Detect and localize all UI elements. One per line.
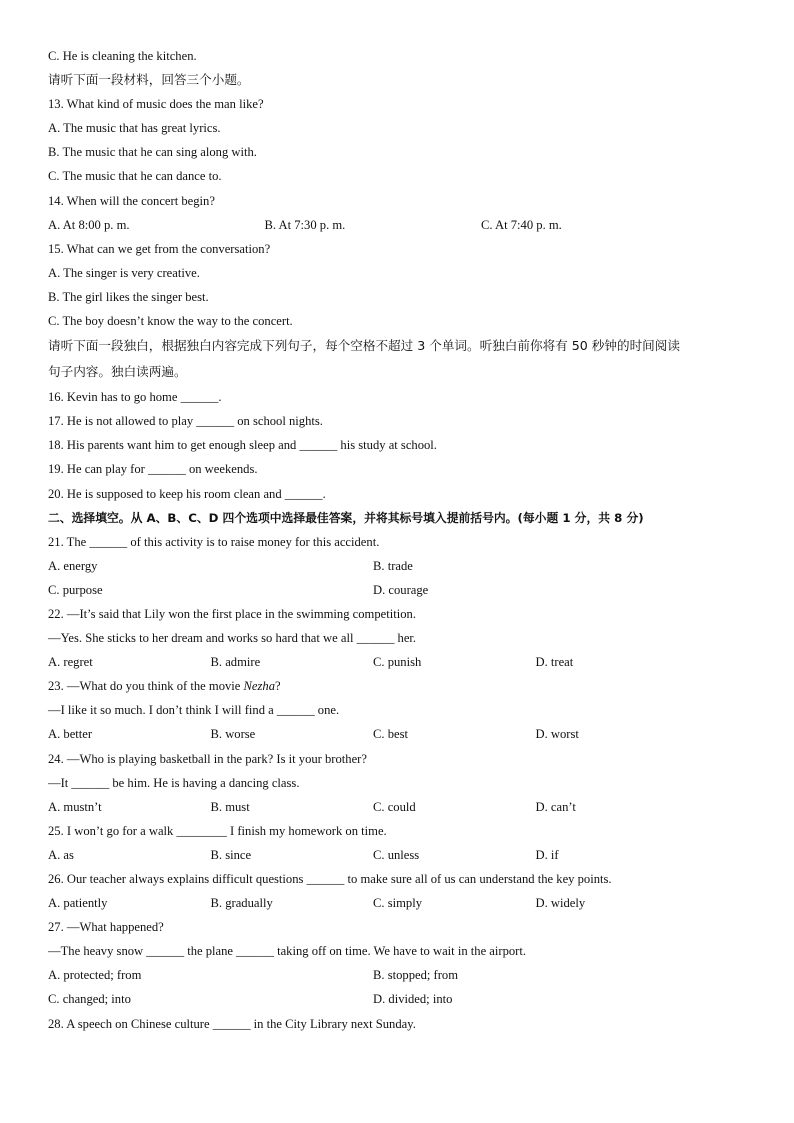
q22-options [48,650,748,674]
option-d: D. if [535,847,559,862]
q23-question-mark: ? [275,679,281,694]
option-c: C. At 7:40 p. m. [481,217,562,232]
option-c: C. simply [373,896,422,911]
option-b: B. worse [210,727,256,742]
q13-option-c: C. The music that he can dance to. [48,169,222,184]
q13-option-a: A. The music that has great lyrics. [48,121,221,136]
option-c: C. best [373,727,408,742]
q12-option-c: C. He is cleaning the kitchen. [48,49,197,63]
option-c: C. punish [373,655,422,670]
question-22-response: —Yes. She sticks to her dream and works so hard that we all ______ her. [48,631,417,646]
listening-instruction: 请听下面一段材料，回答三个小题。 [48,72,250,88]
monologue-instruction-1: 请听下面一段独白，根据独白内容完成下列句子，每个空格不超过 3 个单词。听独白前你将有 50 秒钟的时间阅读 [48,338,680,354]
exam-page [48,44,748,1036]
question-21: 21. The ______ of this activity is to raise money for this accident. [48,534,380,549]
option-a: A. as [48,847,74,862]
option-c: C. purpose [48,582,103,597]
q23-options [48,722,748,746]
option-b: B. trade [373,558,413,573]
question-19: 19. He can play for ______ on weekends. [48,462,258,477]
q24-options [48,795,748,819]
question-28: 28. A speech on Chinese culture ______ in the City Library next Sunday. [48,1016,416,1031]
question-27-response: —The heavy snow ______ the plane ______ taking off on time. We have to wait in the airport. [48,944,527,959]
question-18: 18. His parents want him to get enough sleep and ______ his study at school. [48,438,437,453]
question-24-response: —It ______ be him. He is having a dancing class. [48,775,300,790]
question-13: 13. What kind of music does the man like? [48,97,264,112]
option-c: C. changed; into [48,992,131,1007]
movie-title: Nezha [243,679,276,694]
option-a: A. better [48,727,93,742]
monologue-instruction-2: 句子内容。独白读两遍。 [48,364,187,380]
option-a: A. At 8:00 p. m. [48,217,130,232]
option-b: B. gradually [210,896,273,911]
question-25: 25. I won’t go for a walk ________ I finish my homework on time. [48,823,387,838]
question-26: 26. Our teacher always explains difficult questions ______ to make sure all of us can understand the key points. [48,872,612,886]
q26-options [48,891,748,915]
option-b: B. stopped; from [373,968,459,983]
option-a: A. patiently [48,896,108,911]
question-14: 14. When will the concert begin? [48,193,215,208]
question-27: 27. —What happened? [48,920,164,935]
option-b: B. must [210,799,250,814]
option-d: D. can’t [535,799,576,814]
question-17: 17. He is not allowed to play ______ on school nights. [48,414,323,429]
section-2-heading: 二、选择填空。从 A、B、C、D 四个选项中选择最佳答案，并将其标号填入提前括号内。(每小题 1 分，共 8 分) [48,510,644,525]
option-b: B. since [210,847,252,862]
question-23-response: —I like it so much. I don’t think I will find a ______ one. [48,703,340,718]
question-24: 24. —Who is playing basketball in the park? Is it your brother? [48,751,367,766]
q15-option-b: B. The girl likes the singer best. [48,289,209,304]
option-d: D. divided; into [373,992,453,1007]
option-a: A. regret [48,655,93,670]
option-c: C. unless [373,847,420,862]
q21-options-row-1 [48,554,748,578]
option-d: D. courage [373,582,429,597]
option-c: C. could [373,799,416,814]
q25-options [48,843,748,867]
q27-options-row-1 [48,963,748,987]
option-a: A. protected; from [48,968,142,983]
q21-options-row-2 [48,578,748,602]
question-20: 20. He is supposed to keep his room clean and ______. [48,486,326,501]
question-22: 22. —It’s said that Lily won the first place in the swimming competition. [48,606,416,621]
question-16: 16. Kevin has to go home ______. [48,390,222,405]
q13-option-b: B. The music that he can sing along with. [48,145,257,160]
option-a: A. mustn’t [48,799,102,814]
option-d: D. widely [535,896,586,911]
question-15: 15. What can we get from the conversation? [48,241,271,256]
question-23 [48,674,748,698]
option-a: A. energy [48,558,98,573]
q27-options-row-2 [48,987,748,1011]
option-b: B. At 7:30 p. m. [264,217,346,232]
q23-text: 23. —What do you think of the movie [48,679,244,694]
q14-options [48,213,748,237]
option-b: B. admire [210,655,261,670]
option-d: D. treat [535,655,574,670]
option-d: D. worst [535,727,579,742]
q15-option-a: A. The singer is very creative. [48,265,200,280]
q15-option-c: C. The boy doesn’t know the way to the concert. [48,314,293,329]
